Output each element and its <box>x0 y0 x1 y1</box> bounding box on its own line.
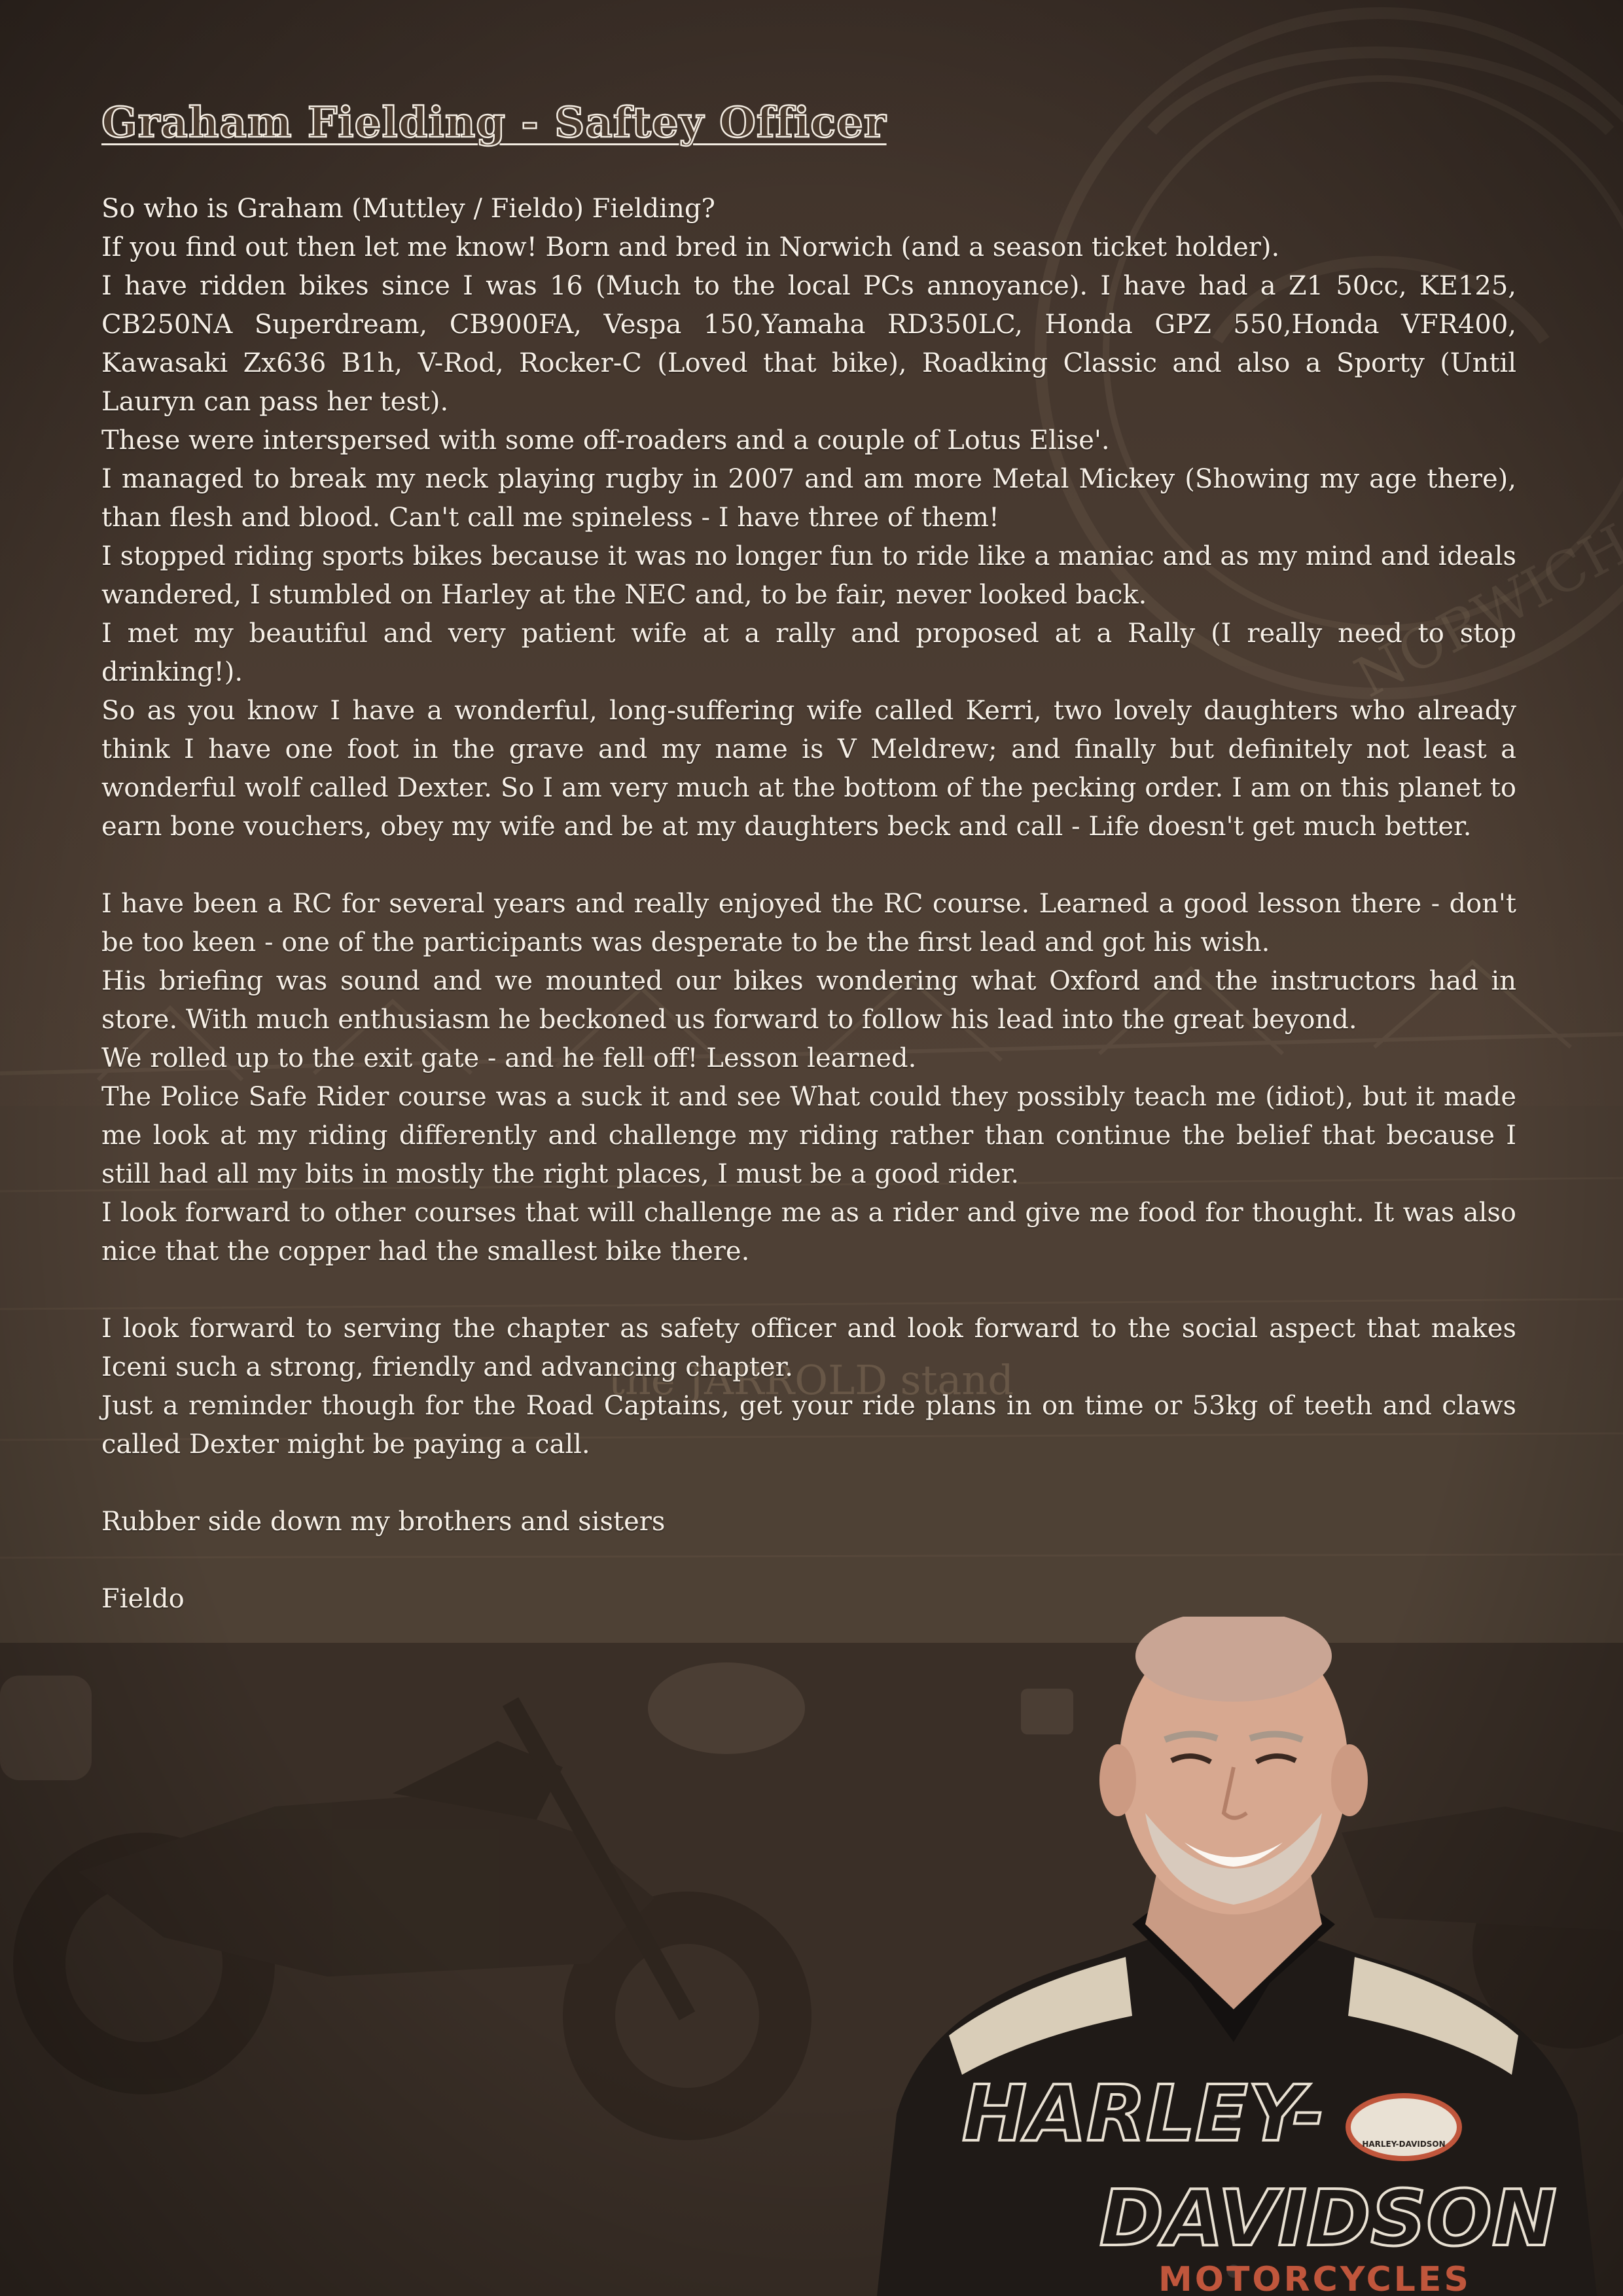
paragraph-spacer <box>101 1271 1516 1310</box>
portrait-photo <box>851 1617 1623 2296</box>
paragraph-spacer <box>101 1464 1516 1503</box>
page-title: Graham Fielding - Saftey Officer <box>101 98 887 147</box>
paragraph-signature: Fieldo <box>101 1584 185 1614</box>
paragraph-bike-history: I have ridden bikes since I was 16 (Much to the local PCs annoyance). I have had a Z1 50cc, KE125, CB250NA Superdream, CB900FA, Vespa 150,Yamaha RD350LC, Honda GPZ 550,Honda VFR400, Kawasaki Zx636 B1h, V-Rod, Rocker-C (Loved that bike), Roadking Classic and also a Sporty (Until Lauryn can pass her test). <box>101 271 1516 417</box>
paragraph-intro-question: So who is Graham (Muttley / Fieldo) Fielding? <box>101 194 715 224</box>
shirt-brand-line-3: MOTORCYCLES <box>1158 2260 1471 2296</box>
shirt-brand-line-1: HARLEY- <box>962 2068 1325 2159</box>
paragraph-rc-course: I have been a RC for several years and really enjoyed the RC course. Learned a good lesson there - don't be too keen - one of the participants was desperate to be the first lead and got his wish. <box>101 889 1516 958</box>
paragraph-safety-officer: I look forward to serving the chapter as safety officer and look forward to the social aspect that makes Iceni such a strong, friendly and advancing chapter. <box>101 1314 1516 1382</box>
paragraph-other-courses: I look forward to other courses that will challenge me as a rider and give me food for thought. It was also nice that the copper had the smallest bike there. <box>101 1198 1516 1266</box>
paragraph-wife-rally: I met my beautiful and very patient wife at a rally and proposed at a Rally (I really need to stop drinking!). <box>101 619 1516 687</box>
paragraph-police-course: The Police Safe Rider course was a suck it and see What could they possibly teach me (idiot), but it made me look at my riding differently and challenge my riding rather than continue the belief that because I still had all my bits in mostly the right places, I must be a good rider. <box>101 1082 1516 1189</box>
article-body <box>101 190 1516 1619</box>
paragraph-road-captains: Just a reminder though for the Road Captains, get your ride plans in on time or 53kg of teeth and claws called Dexter might be paying a call. <box>101 1391 1516 1460</box>
paragraph-briefing: His briefing was sound and we mounted our bikes wondering what Oxford and the instructors had in store. With much enthusiasm he beckoned us forward to follow his lead into the great beyond. <box>101 966 1516 1035</box>
paragraph-exit-gate: We rolled up to the exit gate - and he fell off! Lesson learned. <box>101 1043 917 1073</box>
harley-davidson-badge <box>1348 2096 1459 2159</box>
paragraph-norwich: If you find out then let me know! Born and bred in Norwich (and a season ticket holder). <box>101 232 1280 262</box>
paragraph-spacer <box>101 1541 1516 1580</box>
paragraph-family: So as you know I have a wonderful, long-suffering wife called Kerri, two lovely daughters who already think I have one foot in the grave and my name is V Meldrew; and finally but definitely not least a wonderful wolf called Dexter. So I am very much at the bottom of the pecking order. I am on this planet to earn bone vouchers, obey my wife and be at my daughters beck and call - Life doesn't get much better. <box>101 696 1516 842</box>
paragraph-neck-injury: I managed to break my neck playing rugby in 2007 and am more Metal Mickey (Showing my age there), than flesh and blood. Can't call me spineless - I have three of them! <box>101 464 1516 533</box>
svg-text:HARLEY-DAVIDSON: HARLEY-DAVIDSON <box>1362 2140 1446 2149</box>
paragraph-spacer <box>101 846 1516 885</box>
paragraph-harley: I stopped riding sports bikes because it was no longer fun to ride like a maniac and as my mind and ideals wandered, I stumbled on Harley at the NEC and, to be fair, never looked back. <box>101 541 1516 610</box>
paragraph-off-roaders: These were interspersed with some off-roaders and a couple of Lotus Elise'. <box>101 425 1110 456</box>
paragraph-signoff: Rubber side down my brothers and sisters <box>101 1507 666 1537</box>
shirt-brand-line-2: DAVIDSON <box>1099 2173 1557 2263</box>
